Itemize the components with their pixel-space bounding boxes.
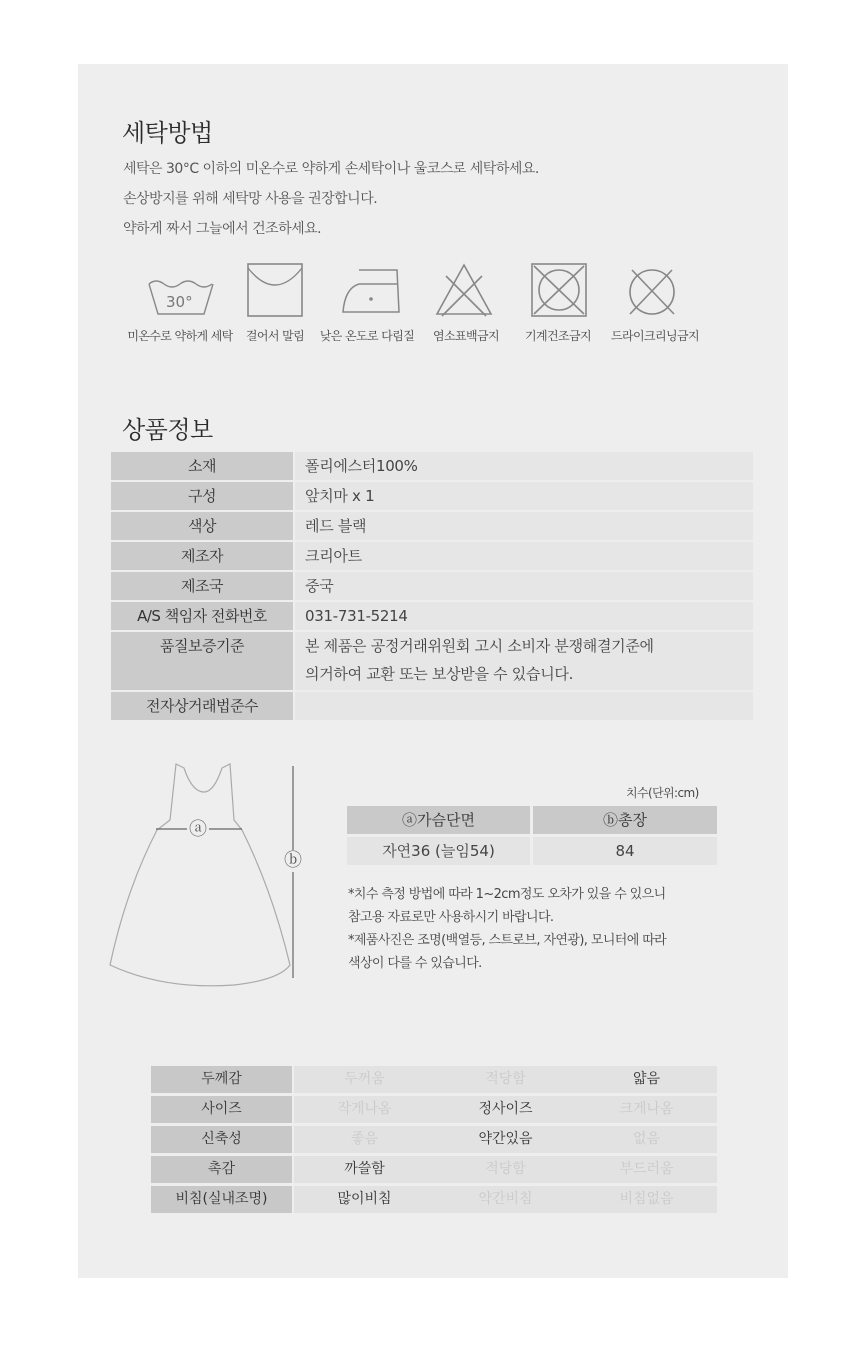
info-value: 앞치마 x 1 [295,482,753,510]
feel-row-elasticity [151,1126,717,1153]
info-row-color [111,512,753,540]
info-value: 크리아트 [295,542,753,570]
wash-line-2: 손상방지를 위해 세탁망 사용을 권장합니다. [123,191,378,207]
feel-options [294,1156,717,1183]
feel-option: 두꺼움 [344,1071,385,1087]
icon-label-no-tumble-dry: 기계건조금지 [525,329,591,343]
feel-options [294,1096,717,1123]
feel-option: 비침없음 [619,1191,674,1207]
feel-option: 적당함 [485,1071,526,1087]
apron-outline-illustration [104,760,314,990]
info-value: 031-731-5214 [295,602,753,630]
feel-option: 정사이즈 [478,1101,533,1117]
icon-label-no-dry-clean: 드라이크리닝금지 [611,329,699,343]
feel-option: 부드러움 [619,1161,674,1177]
size-header-chest: ⓐ가슴단면 [347,806,530,834]
feel-option: 적당함 [485,1161,526,1177]
feel-key: 비침(실내조명) [151,1186,292,1213]
low-iron-icon [341,266,403,316]
feel-key: 사이즈 [151,1096,292,1123]
feel-option: 많이비침 [337,1191,392,1207]
size-value-chest: 자연36 (늘임54) [347,837,530,865]
info-row-origin [111,572,753,600]
size-value-length: 84 [533,837,717,865]
size-note-3: *제품사진은 조명(백열등, 스트로브, 자연광), 모니터에 따라 [348,933,667,948]
wash-line-1: 세탁은 30°C 이하의 미온수로 약하게 손세탁이나 울코스로 세탁하세요. [123,161,539,177]
feel-option: 좋음 [350,1131,379,1147]
marker-a: ⓐ [189,819,207,840]
wash-temp-label: 30° [166,293,193,311]
feel-option: 크게나옴 [619,1101,674,1117]
feel-key: 두께감 [151,1066,292,1093]
feel-row-size [151,1096,717,1123]
info-key: 색상 [111,512,293,540]
info-key: 구성 [111,482,293,510]
icon-label-line-dry: 걸어서 말림 [245,329,305,343]
feel-options [294,1126,717,1153]
feel-row-sheerness [151,1186,717,1213]
feel-option: 작게나옴 [337,1101,392,1117]
info-row-material [111,452,753,480]
product-info-table [111,452,753,722]
info-key: 소재 [111,452,293,480]
feel-option: 까쓸함 [344,1161,385,1177]
size-note-4: 색상이 다를 수 있습니다. [348,956,482,971]
feel-option: 약간있음 [478,1131,533,1147]
feel-key: 촉감 [151,1156,292,1183]
feel-option: 없음 [632,1131,661,1147]
marker-b: ⓑ [284,850,302,871]
no-dry-clean-icon [624,264,680,318]
info-key: 제조국 [111,572,293,600]
info-row-manufacturer [111,542,753,570]
size-note-2: 참고용 자료로만 사용하시기 바랍니다. [348,910,554,925]
feel-options [294,1066,717,1093]
info-key: 전자상거래법준수 [111,692,293,720]
wash-line-3: 약하게 짜서 그늘에서 건조하세요. [123,221,322,237]
icon-label-no-bleach: 염소표백금지 [433,329,499,343]
wash-title: 세탁방법 [122,119,213,147]
feel-options [294,1186,717,1213]
info-value: 폴리에스터100% [295,452,753,480]
info-value-line-1: 본 제품은 공정거래위원회 고시 소비자 분쟁해결기준에 [305,637,654,655]
size-header-length: ⓑ총장 [533,806,717,834]
info-key: 품질보증기준 [111,632,293,690]
feel-option: 얇음 [632,1071,661,1087]
icon-label-hand-wash: 미온수로 약하게 세탁 [127,329,233,343]
feel-row-texture [151,1156,717,1183]
lukewarm-hand-wash-icon [146,276,216,318]
icon-label-low-iron: 낮은 온도로 다림질 [319,329,415,343]
info-row-quality [111,632,753,690]
info-value: 중국 [295,572,753,600]
line-dry-icon [246,262,304,318]
info-value: 레드 블랙 [295,512,753,540]
no-bleach-icon [434,262,494,318]
no-tumble-dry-icon [530,262,588,318]
size-unit-label: 치수(단위:cm) [626,786,699,800]
info-row-as-phone [111,602,753,630]
product-title: 상품정보 [122,416,213,444]
info-value-line-2: 의거하여 교환 또는 보상받을 수 있습니다. [305,665,574,683]
info-row-ecommerce [111,692,753,720]
info-value [295,632,753,690]
info-key: A/S 책임자 전화번호 [111,602,293,630]
feel-row-thickness [151,1066,717,1093]
info-key: 제조자 [111,542,293,570]
info-row-composition [111,482,753,510]
feel-key: 신축성 [151,1126,292,1153]
size-note-1: *치수 측정 방법에 따라 1~2cm정도 오차가 있을 수 있으니 [348,887,666,902]
info-value [295,692,753,720]
feel-option: 약간비침 [478,1191,533,1207]
